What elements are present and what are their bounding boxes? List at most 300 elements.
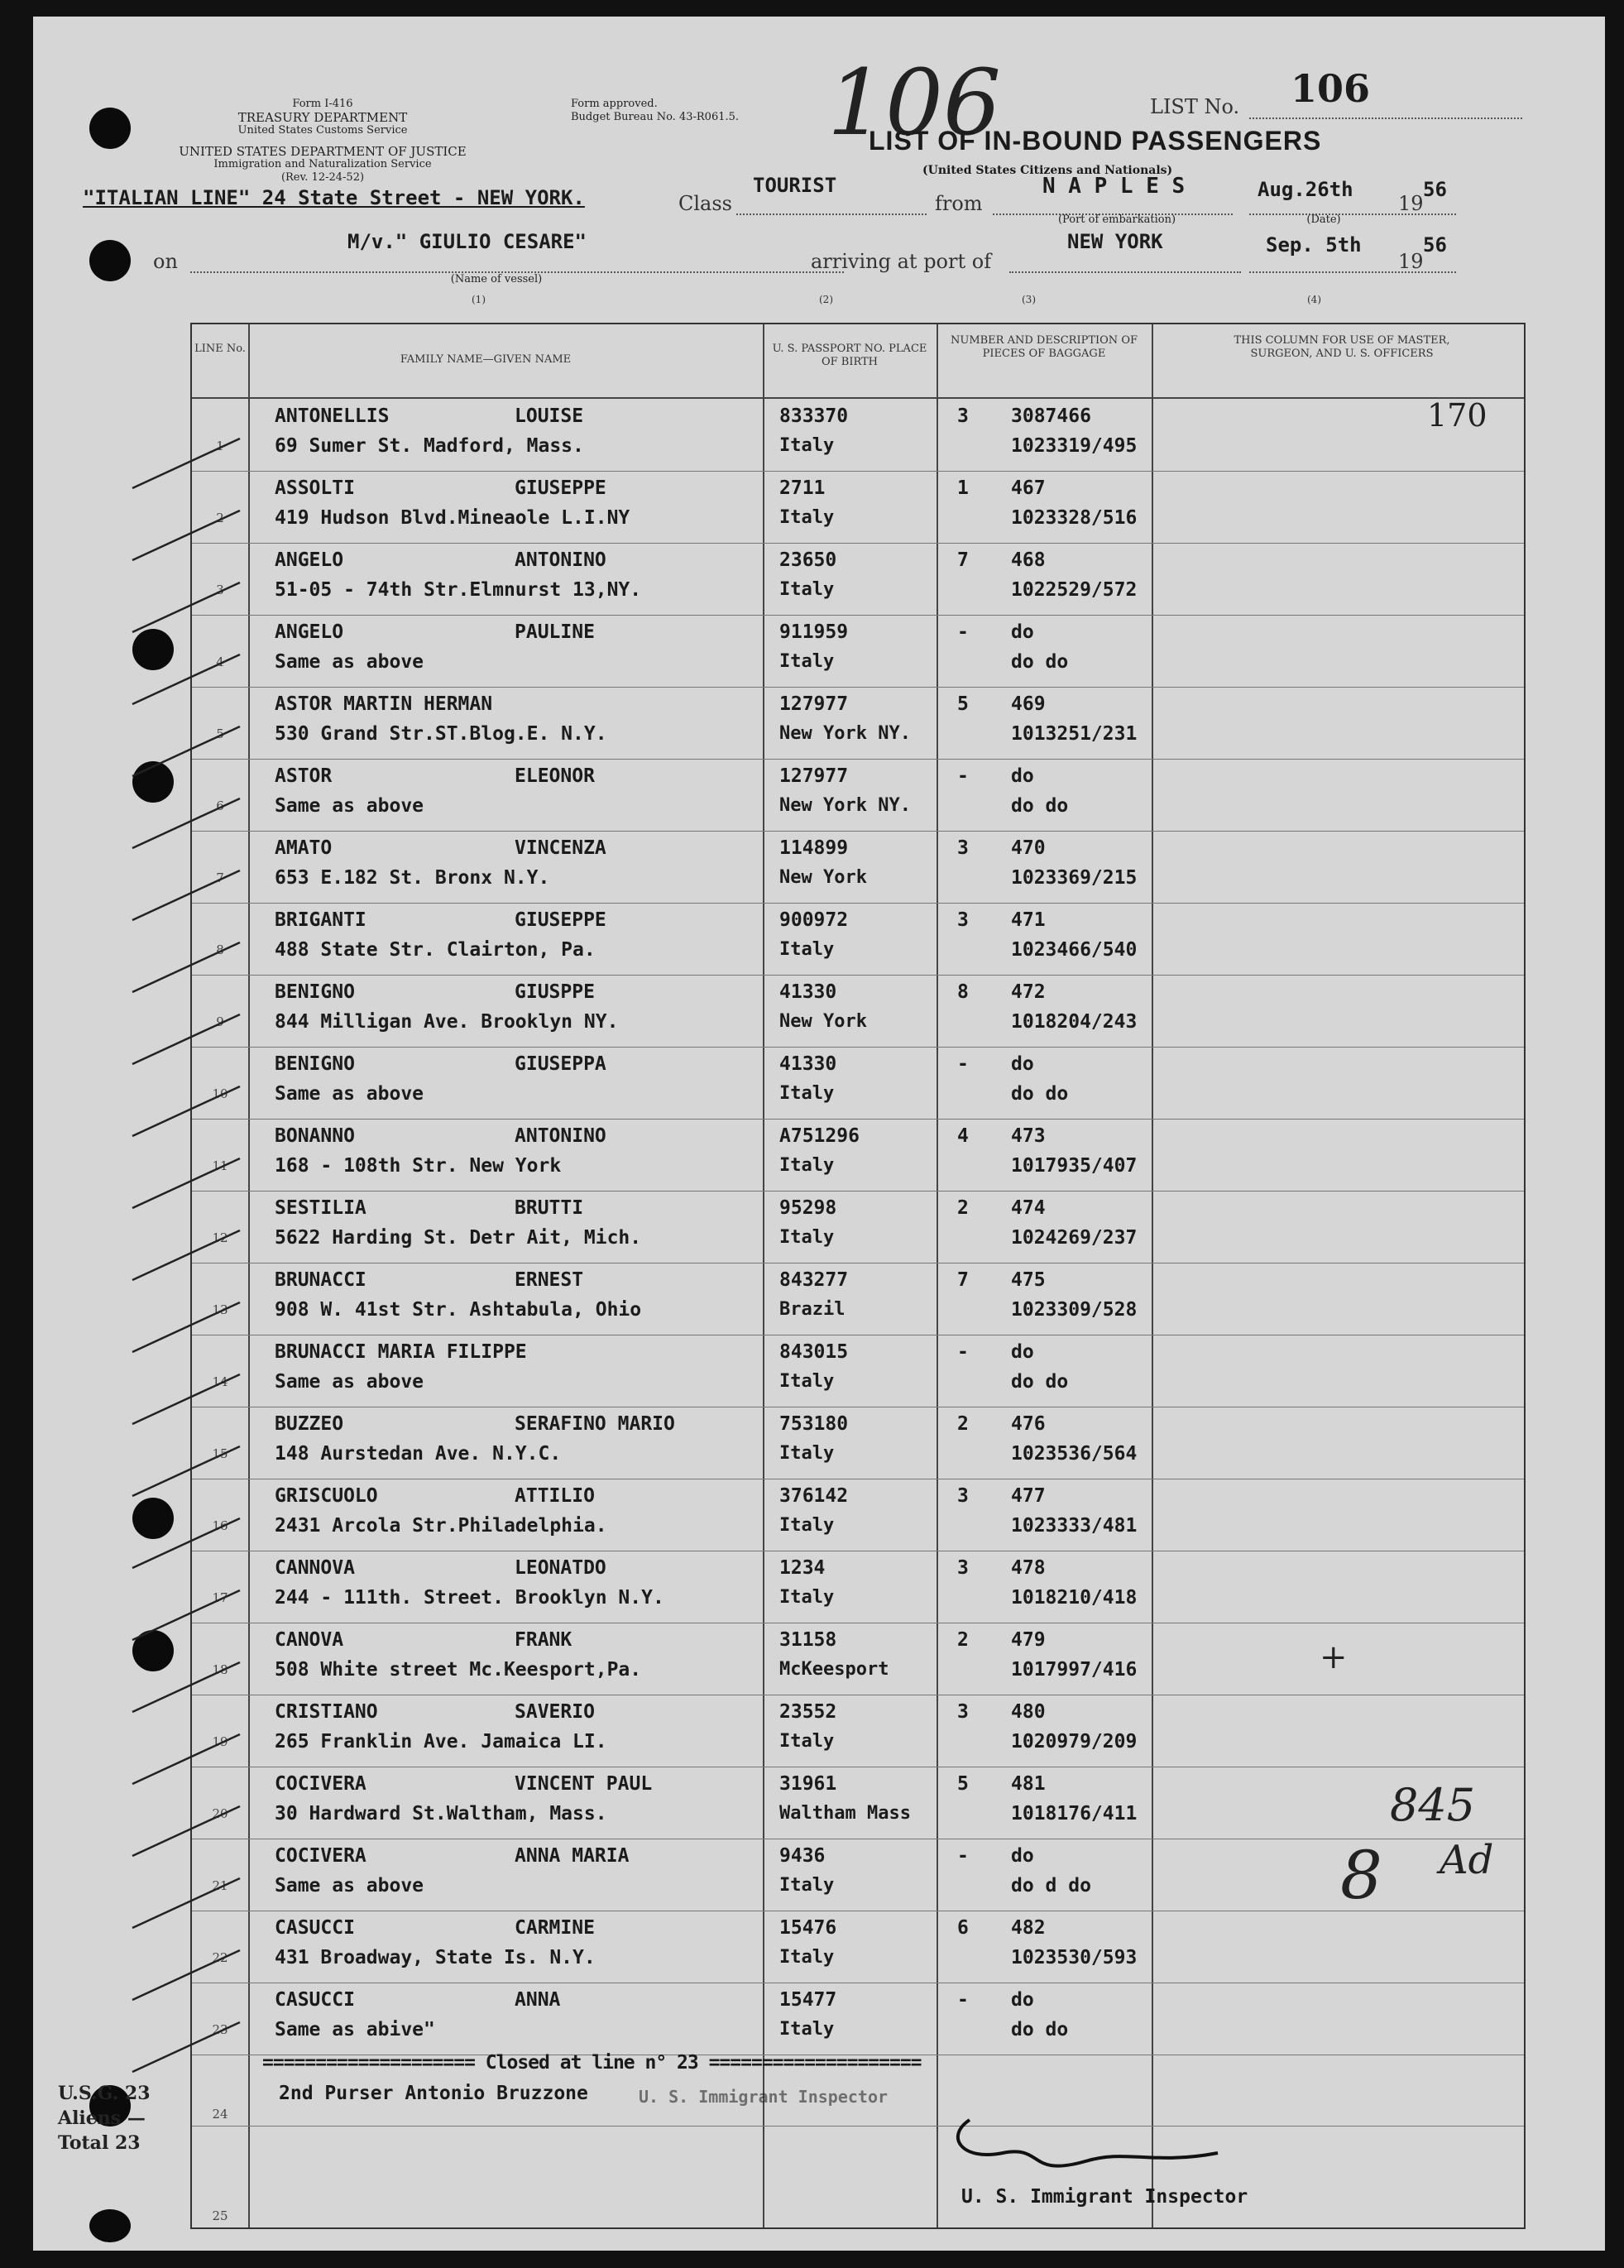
table-row xyxy=(192,1263,1524,1335)
baggage-ticket: 1024269/237 xyxy=(1011,1227,1138,1249)
line-number: 15 xyxy=(212,1446,228,1461)
table-row xyxy=(192,1191,1524,1263)
baggage-ticket: 1018176/411 xyxy=(1011,1803,1138,1824)
baggage-pieces: 3 xyxy=(957,1701,969,1723)
list-no-label: LIST No. xyxy=(1150,95,1240,118)
place-of-birth: Italy xyxy=(779,1515,835,1536)
place-of-birth: Italy xyxy=(779,1587,835,1608)
check-mark xyxy=(132,2022,240,2072)
table-row xyxy=(192,1839,1524,1911)
usg-count: U.S.G. 23 xyxy=(58,2083,151,2104)
table-row xyxy=(192,471,1524,544)
check-mark xyxy=(132,1950,240,2000)
document-subtitle: (United States Citizens and Nationals) xyxy=(922,164,1173,177)
given-name: SAVERIO xyxy=(515,1701,595,1723)
arrival-underline xyxy=(1009,271,1241,273)
check-mark xyxy=(132,655,240,704)
given-name: VINCENZA xyxy=(515,837,606,859)
given-name: GIUSEPPE xyxy=(515,909,606,931)
line-number: 20 xyxy=(212,1806,228,1821)
baggage-ticket: 1023309/528 xyxy=(1011,1299,1138,1321)
check-mark xyxy=(132,1878,240,1928)
passenger-table xyxy=(190,323,1526,2229)
col-header-officers: THIS COLUMN FOR USE OF MASTER, SURGEON, AND U. S. OFFICERS xyxy=(1234,334,1450,360)
col-header-baggage: NUMBER AND DESCRIPTION OF PIECES OF BAGGAGE xyxy=(950,334,1138,360)
baggage-pieces: - xyxy=(957,1989,969,2011)
vessel-name: M/v." GIULIO CESARE" xyxy=(347,230,587,253)
place-of-birth: Brazil xyxy=(779,1299,846,1320)
family-name: ANGELO xyxy=(275,621,344,643)
baggage-ticket: 1023466/540 xyxy=(1011,939,1138,961)
baggage-pieces: - xyxy=(957,1845,969,1867)
line-number: 18 xyxy=(212,1662,228,1677)
line-number: 1 xyxy=(216,439,224,453)
passport-number: 41330 xyxy=(779,981,837,1003)
baggage-tag: do xyxy=(1011,1845,1034,1867)
address: 30 Hardward St.Waltham, Mass. xyxy=(275,1803,607,1824)
passport-number: 23552 xyxy=(779,1701,837,1723)
arrival-year-prefix: 19 xyxy=(1398,250,1424,273)
place-of-birth: Italy xyxy=(779,1731,835,1752)
given-name: ANNA MARIA xyxy=(515,1845,630,1867)
baggage-pieces: 8 xyxy=(957,981,969,1003)
given-name: CARMINE xyxy=(515,1917,595,1939)
place-of-birth: New York xyxy=(779,1011,867,1032)
table-row-25 xyxy=(192,2126,1524,2225)
table-row xyxy=(192,1983,1524,2055)
baggage-tag: do xyxy=(1011,621,1034,643)
family-name: AMATO xyxy=(275,837,333,859)
baggage-ticket: do d do xyxy=(1011,1875,1091,1896)
address: 168 - 108th Str. New York xyxy=(275,1155,562,1177)
arrival-port: NEW YORK xyxy=(1067,230,1163,253)
line-number: 6 xyxy=(216,798,224,813)
table-row xyxy=(192,1119,1524,1192)
address: 908 W. 41st Str. Ashtabula, Ohio xyxy=(275,1299,642,1321)
passport-number: 833370 xyxy=(779,405,849,427)
baggage-ticket: do do xyxy=(1011,2019,1069,2040)
place-of-birth: Italy xyxy=(779,1947,835,1968)
passport-number: 127977 xyxy=(779,693,849,715)
given-name: ANTONINO xyxy=(515,1125,606,1147)
check-mark xyxy=(132,942,240,992)
baggage-tag: 468 xyxy=(1011,549,1046,571)
baggage-ticket: 1017935/407 xyxy=(1011,1155,1138,1177)
passport-number: 843277 xyxy=(779,1269,849,1291)
baggage-pieces: 1 xyxy=(957,477,969,499)
baggage-tag: 474 xyxy=(1011,1197,1046,1219)
line-number: 25 xyxy=(212,2208,228,2223)
table-row xyxy=(192,1695,1524,1767)
line-number: 21 xyxy=(212,1878,228,1893)
list-no-underline xyxy=(1249,117,1522,119)
baggage-tag: 472 xyxy=(1011,981,1046,1003)
passport-number: 15477 xyxy=(779,1989,837,2011)
baggage-pieces: - xyxy=(957,765,969,787)
check-marks xyxy=(116,397,281,2176)
table-row xyxy=(192,1551,1524,1623)
baggage-tag: do xyxy=(1011,1053,1034,1075)
family-name: CANNOVA xyxy=(275,1557,355,1579)
line-number: 4 xyxy=(216,655,224,669)
given-name: LOUISE xyxy=(515,405,584,427)
family-name: BENIGNO xyxy=(275,1053,355,1075)
form-agency-block xyxy=(199,98,447,137)
table-row xyxy=(192,1767,1524,1839)
address: 69 Sumer St. Madford, Mass. xyxy=(275,435,584,457)
baggage-tag: 477 xyxy=(1011,1485,1046,1507)
given-name: GIUSEPPA xyxy=(515,1053,606,1075)
baggage-pieces: 3 xyxy=(957,1557,969,1579)
check-mark xyxy=(132,870,240,920)
class-value: TOURIST xyxy=(753,174,837,197)
address: 488 State Str. Clairton, Pa. xyxy=(275,939,596,961)
col-header-name: FAMILY NAME—GIVEN NAME xyxy=(400,353,572,366)
given-name: PAULINE xyxy=(515,621,595,643)
family-name: CASUCCI xyxy=(275,1917,355,1939)
line-number: 3 xyxy=(216,583,224,597)
total-count: Total 23 xyxy=(58,2132,141,2154)
address: 148 Aurstedan Ave. N.Y.C. xyxy=(275,1443,562,1465)
check-mark xyxy=(132,1014,240,1064)
baggage-ticket: 1022529/572 xyxy=(1011,579,1138,601)
family-name: CRISTIANO xyxy=(275,1701,378,1723)
place-of-birth: Waltham Mass xyxy=(779,1803,911,1824)
baggage-ticket: 1023328/516 xyxy=(1011,507,1138,529)
from-label: from xyxy=(935,192,983,215)
passport-number: 23650 xyxy=(779,549,837,571)
given-name: ANNA xyxy=(515,1989,561,2011)
port-embark-caption: (Port of embarkation) xyxy=(1057,213,1176,226)
line-number: 7 xyxy=(216,870,224,885)
address: Same as above xyxy=(275,651,424,673)
aliens-count: Aliens — xyxy=(58,2107,146,2129)
baggage-ticket: do do xyxy=(1011,1371,1069,1393)
address: 530 Grand Str.ST.Blog.E. N.Y. xyxy=(275,723,607,745)
check-mark xyxy=(132,1806,240,1856)
family-name: BRUNACCI xyxy=(275,1269,366,1291)
passport-number: 114899 xyxy=(779,837,849,859)
baggage-tag: 470 xyxy=(1011,837,1046,859)
baggage-pieces: 2 xyxy=(957,1197,969,1219)
check-mark xyxy=(132,583,240,632)
port-of-embarkation: N A P L E S xyxy=(1042,174,1186,199)
baggage-pieces: 2 xyxy=(957,1413,969,1435)
address: Same as above xyxy=(275,1875,424,1896)
check-mark xyxy=(132,1446,240,1496)
address: Same as above xyxy=(275,795,424,817)
place-of-birth: New York xyxy=(779,867,867,888)
handwritten-plus: + xyxy=(1320,1638,1348,1676)
document-title: LIST OF IN-BOUND PASSENGERS xyxy=(869,126,1322,156)
check-mark xyxy=(132,726,240,776)
baggage-tag: 481 xyxy=(1011,1773,1046,1795)
check-mark xyxy=(132,1590,240,1640)
baggage-pieces: 3 xyxy=(957,837,969,859)
given-name: BRUTTI xyxy=(515,1197,584,1219)
check-mark xyxy=(132,798,240,848)
margin-count: 170 xyxy=(1427,397,1487,434)
customs-service: United States Customs Service xyxy=(237,124,408,137)
baggage-tag: 479 xyxy=(1011,1629,1046,1651)
baggage-pieces: 7 xyxy=(957,1269,969,1291)
address: Same as above xyxy=(275,1083,424,1105)
baggage-pieces: 5 xyxy=(957,693,969,715)
table-row xyxy=(192,399,1524,472)
on-label: on xyxy=(153,250,178,273)
date-caption: (Date) xyxy=(1306,213,1341,226)
handwritten-ad: Ad xyxy=(1440,1837,1494,1883)
place-of-birth: McKeesport xyxy=(779,1659,889,1680)
table-row xyxy=(192,759,1524,832)
check-mark xyxy=(132,1302,240,1352)
passport-number: 2711 xyxy=(779,477,826,499)
line-number: 14 xyxy=(212,1374,228,1389)
handwritten-list-number: 106 xyxy=(827,50,1001,156)
baggage-ticket: 1020979/209 xyxy=(1011,1731,1138,1753)
place-of-birth: Italy xyxy=(779,1083,835,1104)
justice-dept: UNITED STATES DEPARTMENT OF JUSTICE xyxy=(179,144,467,159)
family-name: ASSOLTI xyxy=(275,477,355,499)
place-of-birth: Italy xyxy=(779,507,835,528)
arrival-date: Sep. 5th xyxy=(1266,233,1362,257)
arrival-date-underline xyxy=(1249,271,1456,273)
table-row xyxy=(192,1335,1524,1407)
family-name: ASTOR MARTIN HERMAN xyxy=(275,693,493,715)
handwritten-845: 845 xyxy=(1390,1779,1476,1831)
line-number: 9 xyxy=(216,1014,224,1029)
check-mark xyxy=(132,1374,240,1424)
family-name: CANOVA xyxy=(275,1629,344,1651)
family-name: COCIVERA xyxy=(275,1773,366,1795)
family-name: CASUCCI xyxy=(275,1989,355,2011)
baggage-tag: 473 xyxy=(1011,1125,1046,1147)
passport-number: 95298 xyxy=(779,1197,837,1219)
column-number-4: (4) xyxy=(1307,294,1321,305)
punch-hole xyxy=(89,240,131,281)
arrival-year: 56 xyxy=(1423,233,1447,257)
closed-at-line: ==================== Closed at line n° 23 ==================== xyxy=(262,2052,922,2074)
punch-hole xyxy=(89,2209,131,2242)
given-name: ELEONOR xyxy=(515,765,595,787)
line-number: 22 xyxy=(212,1950,228,1965)
baggage-pieces: 2 xyxy=(957,1629,969,1651)
table-row xyxy=(192,1407,1524,1479)
address: 5622 Harding St. Detr Ait, Mich. xyxy=(275,1227,642,1249)
given-name: SERAFINO MARIO xyxy=(515,1413,675,1435)
baggage-pieces: - xyxy=(957,1053,969,1075)
check-mark xyxy=(132,1518,240,1568)
table-row xyxy=(192,903,1524,976)
baggage-pieces: 3 xyxy=(957,1485,969,1507)
line-number: 11 xyxy=(212,1158,228,1173)
baggage-ticket: do do xyxy=(1011,795,1069,817)
address: 508 White street Mc.Keesport,Pa. xyxy=(275,1659,642,1681)
baggage-tag: 476 xyxy=(1011,1413,1046,1435)
table-row xyxy=(192,831,1524,904)
passport-number: A751296 xyxy=(779,1125,860,1147)
place-of-birth: Italy xyxy=(779,651,835,672)
table-row xyxy=(192,687,1524,760)
column-number-1: (1) xyxy=(472,294,486,305)
family-name: BRIGANTI xyxy=(275,909,366,931)
line-number: 24 xyxy=(212,2107,228,2122)
passport-number: 31961 xyxy=(779,1773,837,1795)
baggage-tag: 469 xyxy=(1011,693,1046,715)
line-number: 2 xyxy=(216,511,224,525)
baggage-ticket: 1013251/231 xyxy=(1011,723,1138,745)
passport-number: 127977 xyxy=(779,765,849,787)
check-mark xyxy=(132,1230,240,1280)
given-name: GIUSPPE xyxy=(515,981,595,1003)
line-number: 16 xyxy=(212,1518,228,1533)
table-row xyxy=(192,543,1524,616)
budget-bureau: Budget Bureau No. 43-R061.5. xyxy=(571,111,740,123)
punch-hole xyxy=(89,108,131,149)
baggage-pieces: 3 xyxy=(957,405,969,427)
family-name: ASTOR xyxy=(275,765,333,787)
given-name: FRANK xyxy=(515,1629,572,1651)
place-of-birth: Italy xyxy=(779,2019,835,2040)
passport-number: 753180 xyxy=(779,1413,849,1435)
place-of-birth: Italy xyxy=(779,1875,835,1896)
line-number: 10 xyxy=(212,1086,228,1101)
family-name: BENIGNO xyxy=(275,981,355,1003)
check-mark xyxy=(132,1086,240,1136)
table-row xyxy=(192,1911,1524,1983)
list-number: 106 xyxy=(1291,66,1371,111)
baggage-pieces: 7 xyxy=(957,549,969,571)
ins-service: Immigration and Naturalization Service xyxy=(213,158,432,170)
place-of-birth: Italy xyxy=(779,579,835,600)
table-row xyxy=(192,1479,1524,1551)
baggage-tag: 482 xyxy=(1011,1917,1046,1939)
place-of-birth: Italy xyxy=(779,1155,835,1176)
address: Same as abive" xyxy=(275,2019,435,2040)
approval-block xyxy=(571,98,802,124)
passport-number: 1234 xyxy=(779,1557,826,1579)
column-number-3: (3) xyxy=(1022,294,1036,305)
baggage-ticket: 1023369/215 xyxy=(1011,867,1138,889)
baggage-pieces: 4 xyxy=(957,1125,969,1147)
given-name: ATTILIO xyxy=(515,1485,595,1507)
baggage-tag: do xyxy=(1011,1989,1034,2011)
vessel-caption: (Name of vessel) xyxy=(450,273,543,285)
address: 244 - 111th. Street. Brooklyn N.Y. xyxy=(275,1587,664,1609)
baggage-ticket: 1018204/243 xyxy=(1011,1011,1138,1033)
inspector-stamp: U. S. Immigrant Inspector xyxy=(961,2186,1248,2208)
check-mark xyxy=(132,439,240,488)
place-of-birth: Italy xyxy=(779,1371,835,1392)
passport-number: 911959 xyxy=(779,621,849,643)
passport-number: 15476 xyxy=(779,1917,837,1939)
line-number: 17 xyxy=(212,1590,228,1605)
baggage-tag: 3087466 xyxy=(1011,405,1091,427)
baggage-ticket: do do xyxy=(1011,1083,1069,1105)
place-of-birth: Italy xyxy=(779,1227,835,1248)
embark-year-prefix: 19 xyxy=(1398,192,1424,215)
address: Same as above xyxy=(275,1371,424,1393)
treasury-dept: TREASURY DEPARTMENT xyxy=(237,110,408,125)
baggage-ticket: 1018210/418 xyxy=(1011,1587,1138,1609)
table-row xyxy=(192,615,1524,688)
given-name: GIUSEPPE xyxy=(515,477,606,499)
address: 51-05 - 74th Str.Elmnurst 13,NY. xyxy=(275,579,642,601)
address: 431 Broadway, State Is. N.Y. xyxy=(275,1947,596,1968)
baggage-tag: 480 xyxy=(1011,1701,1046,1723)
col-header-line: LINE No. xyxy=(194,343,246,355)
class-underline xyxy=(736,213,927,215)
place-of-birth: Italy xyxy=(779,939,835,960)
baggage-ticket: 1023536/564 xyxy=(1011,1443,1138,1465)
baggage-tag: 471 xyxy=(1011,909,1046,931)
family-name: ANGELO xyxy=(275,549,344,571)
baggage-pieces: 6 xyxy=(957,1917,969,1939)
address: 419 Hudson Blvd.Mineaole L.I.NY xyxy=(275,507,630,529)
given-name: LEONATDO xyxy=(515,1557,606,1579)
baggage-ticket: 1023319/495 xyxy=(1011,435,1138,457)
place-of-birth: Italy xyxy=(779,1443,835,1464)
family-name: BRUNACCI MARIA FILIPPE xyxy=(275,1341,527,1363)
given-name: VINCENT PAUL xyxy=(515,1773,653,1795)
baggage-pieces: 5 xyxy=(957,1773,969,1795)
baggage-tag: do xyxy=(1011,765,1034,787)
family-name: COCIVERA xyxy=(275,1845,366,1867)
baggage-pieces: - xyxy=(957,1341,969,1363)
table-row xyxy=(192,1047,1524,1120)
baggage-ticket: do do xyxy=(1011,651,1069,673)
given-name: ANTONINO xyxy=(515,549,606,571)
purser-name: 2nd Purser Antonio Bruzzone xyxy=(279,2083,588,2104)
justice-block xyxy=(149,145,496,185)
manifest-sheet xyxy=(33,17,1605,2251)
passport-number: 31158 xyxy=(779,1629,837,1651)
place-of-birth: New York NY. xyxy=(779,795,911,816)
line-number: 8 xyxy=(216,942,224,957)
inspector-stamp-overprint: U. S. Immigrant Inspector xyxy=(639,2087,889,2107)
class-label: Class xyxy=(678,192,732,215)
table-row xyxy=(192,975,1524,1048)
passport-number: 9436 xyxy=(779,1845,826,1867)
col-header-passport: U. S. PASSPORT NO. PLACE OF BIRTH xyxy=(772,343,927,368)
baggage-ticket: 1017997/416 xyxy=(1011,1659,1138,1681)
passport-number: 843015 xyxy=(779,1341,849,1363)
form-approved: Form approved. xyxy=(571,98,658,110)
address: 844 Milligan Ave. Brooklyn NY. xyxy=(275,1011,619,1033)
given-name: ERNEST xyxy=(515,1269,584,1291)
passport-number: 376142 xyxy=(779,1485,849,1507)
baggage-pieces: - xyxy=(957,621,969,643)
family-name: SESTILIA xyxy=(275,1197,366,1219)
family-name: GRISCUOLO xyxy=(275,1485,378,1507)
embarkation-date: Aug.26th xyxy=(1258,178,1353,201)
inspector-signature xyxy=(937,2103,1251,2186)
family-name: ANTONELLIS xyxy=(275,405,390,427)
address: 653 E.182 St. Bronx N.Y. xyxy=(275,867,550,889)
handwritten-8: 8 xyxy=(1340,1837,1382,1914)
baggage-ticket: 1023530/593 xyxy=(1011,1947,1138,1968)
baggage-tag: 475 xyxy=(1011,1269,1046,1291)
address: 265 Franklin Ave. Jamaica LI. xyxy=(275,1731,607,1753)
embark-year: 56 xyxy=(1423,178,1447,201)
baggage-pieces: 3 xyxy=(957,909,969,931)
line-number: 19 xyxy=(212,1734,228,1749)
baggage-tag: 467 xyxy=(1011,477,1046,499)
form-number: Form I-416 xyxy=(292,98,353,110)
shipping-company: "ITALIAN LINE" 24 State Street - NEW YORK. xyxy=(83,186,585,209)
line-number: 12 xyxy=(212,1230,228,1245)
address: 2431 Arcola Str.Philadelphia. xyxy=(275,1515,607,1537)
